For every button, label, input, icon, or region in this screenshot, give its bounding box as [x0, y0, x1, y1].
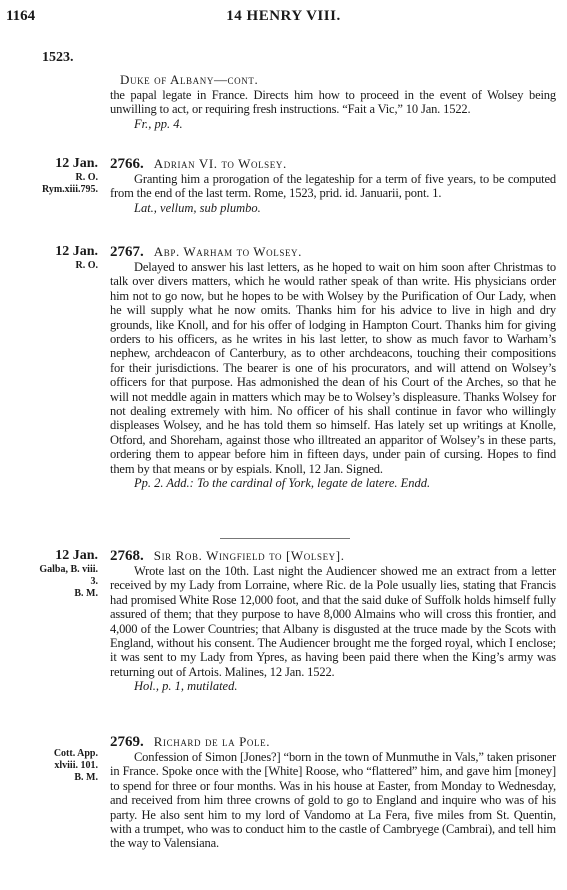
entry-source: R. O.	[75, 260, 98, 271]
entry-2766	[110, 156, 556, 215]
entry-date: 12 Jan.	[55, 156, 98, 171]
entry-source: 3.	[90, 576, 98, 587]
entry-2768-margin	[4, 548, 98, 600]
running-head	[6, 8, 561, 30]
running-title: 14 HENRY VIII.	[226, 8, 341, 24]
entry-title: Adrian VI. to Wolsey.	[153, 156, 287, 171]
entry-2769	[110, 734, 556, 851]
entry-2766-margin	[4, 156, 98, 196]
entry-number: 2767.	[110, 244, 144, 260]
entry-number: 2769.	[110, 734, 144, 750]
intro-block	[110, 72, 556, 131]
entry-number: 2768.	[110, 548, 144, 564]
entry-text: Granting him a prorogation of the legateship for a term of five years, to be computed from the end of the last term. Rome, 1523, prid. id. Januarii, pont. 1.	[110, 172, 556, 201]
entry-2767	[110, 244, 556, 491]
entry-note: Hol., p. 1, mutilated.	[134, 679, 238, 694]
year-label: 1523.	[42, 50, 74, 65]
entry-heading	[110, 548, 556, 564]
entry-source: B. M.	[74, 772, 98, 783]
entry-2767-margin	[4, 244, 98, 272]
entry-source: Rym.xiii.795.	[41, 184, 98, 195]
entry-number: 2766.	[110, 156, 144, 172]
entry-text: Wrote last on the 10th. Last night the Audiencer showed me an extract from a letter received by my Lady from Lorraine, where Ric. de la Pole usually lies, stating that Francis had promised White Rose 12,000 foot, and that the said duke of Suffolk holds himself fully assured of them; that they purpose to have 8,000 Almains who will cross this frontier, and 4,000 of the Lower Countries; that Albany is disgusted at the truce made by the Scots with England, without his consent. The Audiencer brought me the forged royal, which I enclose; it was sent to my Lady from Ypres, as having been paid there when the King’s army was returning out of Artois. Malines, 12 Jan. 1522.	[110, 564, 556, 679]
entry-2768	[110, 548, 556, 694]
entry-title: Richard de la Pole.	[153, 734, 271, 749]
separator-rule	[220, 538, 350, 539]
entry-title: Abp. Warham to Wolsey.	[153, 244, 303, 259]
entry-text: Confession of Simon [Jones?] “born in the town of Munmuthe in Vals,” taken prisoner in France. Spoke once with the [White] Roose, who “flattered” him, and gave him [money] to spend for three or four months. Was in his house at Easter, from Monday to Wednesday, and received from him three crowns of gold to go to England and inquire who was of his party. He also sent him to my lord of Vandomo at La Fera, five miles from St. Quentin, with a trumpet, who was to conduct him to the castle of Cambryege (Cambrai), and tell him the way to Valensiana.	[110, 750, 556, 851]
entry-source: xlviii. 101.	[54, 760, 98, 771]
intro-text: the papal legate in France. Directs him how to proceed in the event of Wolsey being unwilling to act, or requiring fresh instructions. “Fait a Vic,” 10 Jan. 1522.	[110, 88, 556, 117]
entry-title: Sir Rob. Wingfield to [Wolsey].	[153, 548, 345, 563]
entry-heading	[110, 734, 556, 750]
entry-2769-margin	[4, 748, 98, 784]
entry-heading	[110, 156, 556, 172]
intro-margin	[4, 50, 98, 66]
entry-source: B. M.	[74, 588, 98, 599]
intro-heading: Duke of Albany—cont.	[120, 72, 259, 87]
entry-source: Galba, B. viii.	[39, 564, 98, 575]
entry-heading	[110, 244, 556, 260]
intro-note: Fr., pp. 4.	[134, 116, 183, 131]
entry-date: 12 Jan.	[55, 244, 98, 259]
page-number: 1164	[6, 8, 36, 24]
entry-source: Cott. App.	[53, 748, 98, 759]
entry-date: 12 Jan.	[55, 548, 98, 563]
entry-note: Lat., vellum, sub plumbo.	[134, 200, 261, 215]
entry-note: Pp. 2. Add.: To the cardinal of York, legate de latere. Endd.	[134, 476, 431, 491]
entry-text: Delayed to answer his last letters, as he hoped to wait on him soon after Christmas to talk over divers matters, which he would rather speak of than write. His physicians order him not to go now, but he hopes to be with Wolsey by the Purification of Our Lady, when he will supply what he now omits. Thanks him for his advice to live in high and dry grounds, like Knoll, and for his offer of lodging in Hampton Court. Thanks him for giving orders to his officers, as he writes in his last letter, to show as much favor to Warham’s nephew, archdeacon of Canterbury, as to other archdeacons, touching their compositions for their jurisdictions. The bearer is one of his procurators, and will attend on Wolsey’s officers for that purpose. Has admonished the dean of his Court of the Arches, so that he will not meddle again in matters which may be to Wolsey’s displeasure. Thanks Wolsey for not dealing extremely with him. No officer of his shall continue in favor who willingly displeases Wolsey, and he has told them so himself. Has lately set up writings at Knolle, Otford, and Shoreham, against those who illtreated an apparitor of Wolsey’s in these parts, ordering them to appear before him in fifteen days, under pain of cursing. Hopes to find them by that means or by espials. Knoll, 12 Jan. Signed.	[110, 260, 556, 476]
entry-source: R. O.	[75, 172, 98, 183]
